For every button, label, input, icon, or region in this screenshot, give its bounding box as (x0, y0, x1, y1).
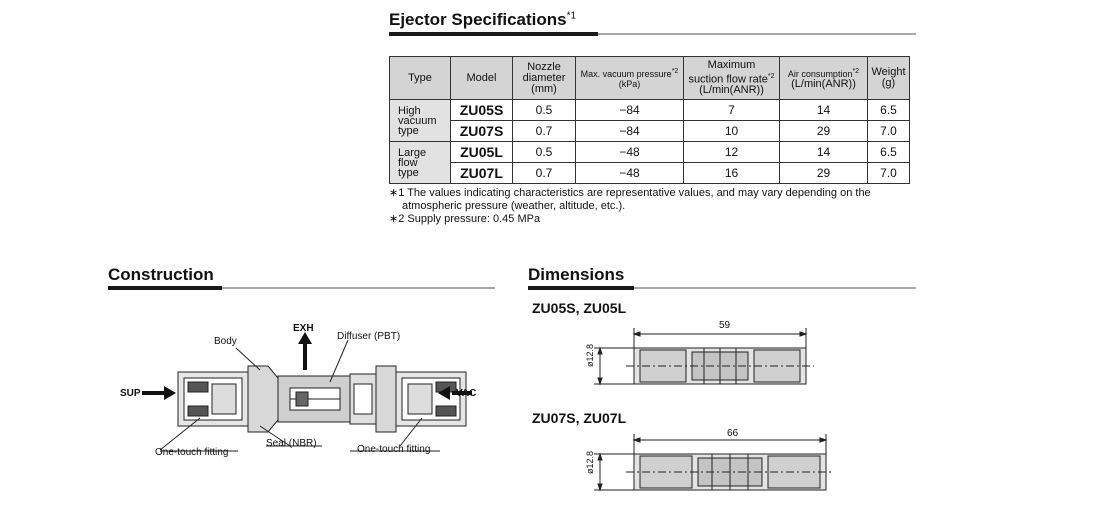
dim-title-zu07: ZU07S, ZU07L (532, 410, 627, 426)
air-cell: 14 (780, 142, 868, 163)
dim-drawing-zu07 (580, 426, 840, 498)
header-air: Air consumption$^{*2}$ (L/min(ANR)) (780, 57, 868, 100)
spec-table (389, 56, 910, 184)
suction-cell: 7 (684, 100, 780, 121)
dim-drawing-zu05 (580, 318, 830, 390)
weight-cell: 6.5 (868, 142, 910, 163)
model-cell: ZU07L (451, 163, 513, 184)
weight-cell: 7.0 (868, 163, 910, 184)
header-nozzle: Nozzle diameter (mm) (513, 57, 576, 100)
air-cell: 29 (780, 163, 868, 184)
model-cell: ZU05L (451, 142, 513, 163)
label-fitting-left: One-touch fitting (155, 447, 229, 458)
dim-title-zu05: ZU05S, ZU05L (532, 300, 627, 316)
air-cell: 14 (780, 100, 868, 121)
vacuum-cell: −48 (576, 163, 684, 184)
air-cell: 29 (780, 121, 868, 142)
header-weight: Weight (g) (868, 57, 910, 100)
header-model: Model (451, 57, 513, 100)
type-cell: Large flow type (390, 142, 451, 184)
table-row (390, 142, 910, 163)
header-type: Type (390, 57, 451, 100)
construction-title: Construction (108, 265, 214, 284)
weight-cell: 7.0 (868, 121, 910, 142)
nozzle-cell: 0.7 (513, 121, 576, 142)
dim-diameter-zu05: ø12.8 (585, 343, 595, 367)
model-cell: ZU05S (451, 100, 513, 121)
dimensions-title-rule (528, 286, 916, 290)
header-suction: Maximum suction flow rate$^{*2}$ (L/min(ANR)) (684, 57, 780, 100)
header-vacuum: Max. vacuum pressure$^{*2}$ (kPa) (576, 57, 684, 100)
dim-diameter-zu07: ø12.8 (585, 450, 595, 474)
type-cell: High vacuum type (390, 100, 451, 142)
suction-cell: 12 (684, 142, 780, 163)
vacuum-cell: −48 (576, 142, 684, 163)
vacuum-cell: −84 (576, 121, 684, 142)
label-exh: EXH (293, 323, 314, 334)
nozzle-cell: 0.5 (513, 100, 576, 121)
suction-cell: 10 (684, 121, 780, 142)
model-cell: ZU07S (451, 121, 513, 142)
dim-length-zu07: 66 (727, 428, 739, 439)
dimensions-title: Dimensions (528, 265, 625, 284)
label-sup: SUP (120, 388, 141, 399)
suction-cell: 16 (684, 163, 780, 184)
nozzle-cell: 0.5 (513, 142, 576, 163)
nozzle-cell: 0.7 (513, 163, 576, 184)
table-row (390, 121, 910, 142)
label-vac: VAC (456, 388, 477, 399)
vacuum-cell: −84 (576, 100, 684, 121)
spec-header-row (390, 57, 910, 100)
spec-title: Ejector Specifications$^{*1}$ (389, 10, 577, 29)
label-diffuser: Diffuser (PBT) (337, 331, 401, 342)
dim-length-zu05: 59 (719, 320, 731, 331)
table-row (390, 100, 910, 121)
footnote-2: ∗2 Supply pressure: 0.45 MPa (389, 213, 541, 225)
label-body: Body (214, 336, 237, 347)
footnote-1: ∗1 The values indicating characteristics are representative values, and may vary depending on the atmospheric pressure (weather, altitude, etc.). (389, 187, 871, 212)
construction-title-rule (108, 286, 495, 290)
weight-cell: 6.5 (868, 100, 910, 121)
table-row (390, 163, 910, 184)
spec-title-rule (389, 32, 916, 36)
label-fitting-right: One-touch fitting (357, 444, 431, 455)
label-seal: Seal (NBR) (266, 438, 317, 449)
